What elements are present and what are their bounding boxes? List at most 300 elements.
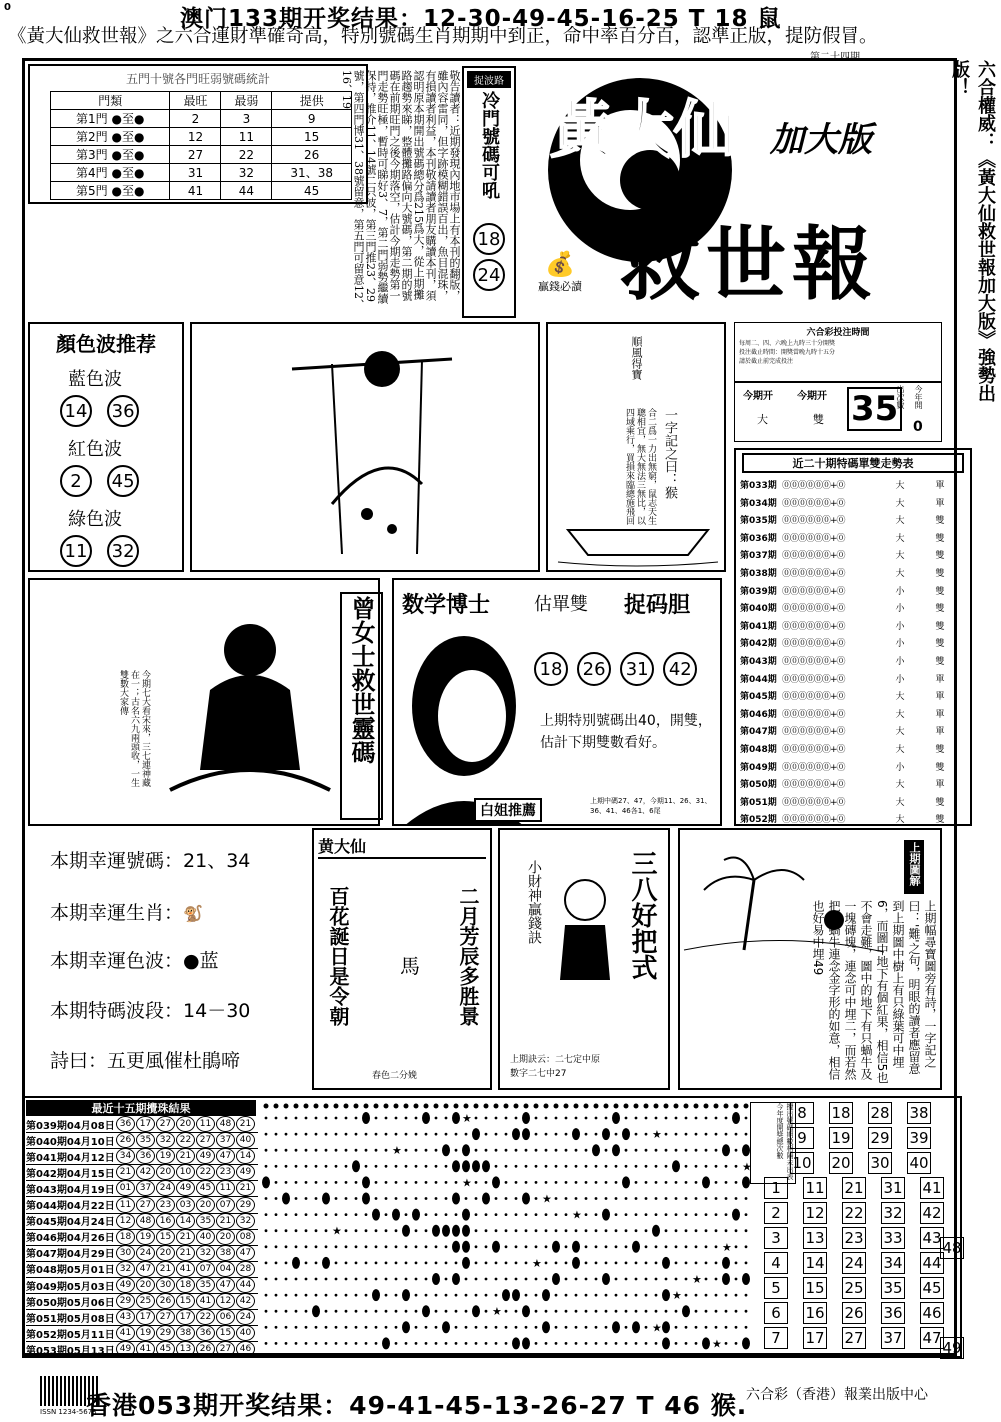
empty-dot: [675, 1326, 678, 1329]
trend-balls-icon: ⓪⓪⓪⓪⓪⓪+⓪: [782, 604, 845, 615]
empty-dot: [645, 1181, 648, 1184]
stats-number: 15: [803, 1277, 827, 1299]
drawn-dot: [522, 1112, 530, 1124]
history-period: 第044期04月22日: [26, 1201, 115, 1212]
empty-dot: [515, 1165, 518, 1168]
empty-dot: [275, 1342, 278, 1345]
empty-dot: [595, 1262, 598, 1265]
history-ball: 22: [176, 1132, 195, 1148]
empty-dot: [575, 1181, 578, 1184]
drawn-dot: [362, 1176, 370, 1188]
empty-dot: [295, 1165, 298, 1168]
empty-dot: [325, 1229, 328, 1232]
history-ball: 21: [176, 1229, 195, 1245]
empty-dot: [295, 1229, 298, 1232]
empty-dot: [595, 1117, 598, 1120]
empty-dot: [285, 1149, 288, 1152]
history-ball: 29: [116, 1293, 135, 1309]
trend-period: 第043期: [740, 657, 777, 667]
empty-dot: [685, 1165, 688, 1168]
empty-dot: [645, 1165, 648, 1168]
empty-dot: [545, 1165, 548, 1168]
empty-dot: [625, 1197, 628, 1200]
empty-dot: [505, 1197, 508, 1200]
header-dot: [564, 1104, 569, 1109]
history-row: [26, 1325, 258, 1342]
empty-dot: [485, 1117, 488, 1120]
empty-dot: [265, 1197, 268, 1200]
empty-dot: [695, 1149, 698, 1152]
stats-number: 23: [842, 1227, 866, 1249]
empty-dot: [565, 1326, 568, 1329]
history-ball: 40: [236, 1132, 255, 1148]
empty-dot: [735, 1181, 738, 1184]
schedule-current-value: 大: [757, 413, 768, 426]
trend-parity: 單: [935, 481, 945, 491]
empty-dot: [605, 1117, 608, 1120]
empty-dot: [315, 1229, 318, 1232]
empty-dot: [585, 1133, 588, 1136]
history-ball: 38: [176, 1325, 195, 1341]
empty-dot: [385, 1133, 388, 1136]
empty-dot: [585, 1149, 588, 1152]
empty-dot: [365, 1310, 368, 1313]
empty-dot: [355, 1117, 358, 1120]
empty-dot: [365, 1149, 368, 1152]
trend-parity: 單: [935, 780, 945, 791]
empty-dot: [525, 1149, 528, 1152]
empty-dot: [705, 1165, 708, 1168]
gate-strong: 27: [170, 146, 221, 164]
empty-dot: [535, 1278, 538, 1281]
schedule-panel: [734, 322, 942, 442]
empty-dot: [725, 1213, 728, 1216]
stats-number: 6: [764, 1302, 788, 1324]
empty-dot: [685, 1342, 688, 1345]
empty-dot: [335, 1262, 338, 1265]
empty-dot: [365, 1213, 368, 1216]
lucky-section: [50, 846, 300, 1086]
drawn-dot: [732, 1209, 740, 1221]
empty-dot: [545, 1229, 548, 1232]
history-ball: 21: [216, 1213, 235, 1229]
macau-result: 澳门133期开奖结果：12-30-49-45-16-25 T 18 鼠: [180, 6, 782, 32]
empty-dot: [395, 1262, 398, 1265]
empty-dot: [435, 1165, 438, 1168]
gate-label: 第3門 ●至●: [51, 146, 170, 164]
history-row: [26, 1148, 258, 1165]
empty-dot: [495, 1229, 498, 1232]
empty-dot: [625, 1165, 628, 1168]
history-row: [26, 1261, 258, 1278]
empty-dot: [655, 1165, 658, 1168]
empty-dot: [275, 1245, 278, 1248]
empty-dot: [725, 1133, 728, 1136]
stats-number: 29: [868, 1127, 892, 1149]
history-ball: 27: [156, 1116, 175, 1132]
empty-dot: [725, 1165, 728, 1168]
trend-period: 第041期: [740, 621, 777, 632]
trend-size: 小: [895, 674, 905, 685]
wave-bet-label: 捉波路: [467, 71, 511, 88]
header-dot: [294, 1104, 299, 1109]
header-dot: [474, 1104, 479, 1109]
year-value: 0: [913, 419, 923, 435]
empty-dot: [345, 1165, 348, 1168]
stats-number: 4: [764, 1252, 788, 1274]
history-panel: [22, 1096, 962, 1358]
drawn-dot: [602, 1209, 610, 1221]
history-ball: 41: [116, 1325, 135, 1341]
drawn-dot: [572, 1128, 580, 1140]
drawn-dot: [552, 1273, 560, 1285]
empty-dot: [475, 1245, 478, 1248]
empty-dot: [645, 1326, 648, 1329]
flower-left: 百花誕日是令朝: [326, 886, 350, 1026]
zodiac-icon: 🐒: [183, 904, 203, 923]
masthead-title-top: 黃大仙: [550, 93, 737, 166]
empty-dot: [535, 1117, 538, 1120]
drawn-dot: [452, 1273, 460, 1285]
empty-dot: [435, 1133, 438, 1136]
empty-dot: [425, 1149, 428, 1152]
empty-dot: [735, 1133, 738, 1136]
empty-dot: [415, 1342, 418, 1345]
stats-number: 44: [920, 1252, 944, 1274]
empty-dot: [645, 1213, 648, 1216]
child-figure-icon: [550, 870, 620, 990]
color-dot-icon: ●: [183, 950, 200, 972]
empty-dot: [705, 1262, 708, 1265]
empty-dot: [465, 1342, 468, 1345]
empty-dot: [735, 1149, 738, 1152]
empty-dot: [675, 1262, 678, 1265]
empty-dot: [465, 1133, 468, 1136]
empty-dot: [555, 1326, 558, 1329]
wave-number: 2: [60, 465, 92, 497]
empty-dot: [675, 1278, 678, 1281]
gate-offer: 31、38: [272, 164, 352, 182]
empty-dot: [715, 1294, 718, 1297]
empty-dot: [425, 1165, 428, 1168]
empty-dot: [695, 1326, 698, 1329]
header-dot: [494, 1104, 499, 1109]
history-ball: 15: [176, 1293, 195, 1309]
empty-dot: [355, 1310, 358, 1313]
history-period: 第048期05月01日: [26, 1265, 115, 1277]
history-ball: 03: [176, 1197, 195, 1213]
history-row: [26, 1164, 258, 1181]
empty-dot: [415, 1197, 418, 1200]
stats-side-text: 攪出號碼期數相隔未出表: [786, 1103, 794, 1180]
empty-dot: [445, 1213, 448, 1216]
trend-size: 大: [895, 516, 905, 527]
graph-tag: 上期圖解: [904, 840, 924, 894]
empty-dot: [285, 1342, 288, 1345]
empty-dot: [515, 1117, 518, 1120]
empty-dot: [615, 1181, 618, 1184]
empty-dot: [425, 1133, 428, 1136]
drawn-dot: [522, 1128, 530, 1140]
wave-number: 14: [60, 395, 92, 427]
empty-dot: [615, 1245, 618, 1248]
trend-row: [740, 722, 968, 739]
drawn-dot: [522, 1337, 530, 1349]
empty-dot: [315, 1197, 318, 1200]
history-ball: 45: [156, 1341, 175, 1357]
empty-dot: [455, 1133, 458, 1136]
stats-number: 9: [790, 1127, 814, 1149]
empty-dot: [345, 1278, 348, 1281]
empty-dot: [295, 1294, 298, 1297]
trend-balls-icon: ⓪⓪⓪⓪⓪⓪+⓪: [782, 639, 845, 650]
trend-period: 第049期: [740, 762, 777, 773]
empty-dot: [465, 1326, 468, 1329]
empty-dot: [405, 1342, 408, 1345]
empty-dot: [745, 1117, 748, 1120]
gate-weak: 32: [221, 164, 272, 182]
trend-row: [740, 546, 968, 563]
trend-period: 第036期: [740, 533, 777, 544]
stats-number: 26: [842, 1302, 866, 1324]
empty-dot: [545, 1278, 548, 1281]
empty-dot: [415, 1245, 418, 1248]
empty-dot: [505, 1133, 508, 1136]
empty-dot: [435, 1181, 438, 1184]
empty-dot: [385, 1229, 388, 1232]
empty-dot: [345, 1229, 348, 1232]
gate-strong: 12: [170, 128, 221, 146]
trend-parity: 雙: [935, 797, 945, 808]
empty-dot: [305, 1133, 308, 1136]
stats-number: 2: [764, 1202, 788, 1224]
empty-dot: [475, 1262, 478, 1265]
trend-parity: 雙: [935, 621, 945, 632]
history-ball: 21: [156, 1261, 175, 1277]
empty-dot: [315, 1262, 318, 1265]
drawn-dot: [702, 1176, 710, 1188]
empty-dot: [505, 1181, 508, 1184]
empty-dot: [355, 1181, 358, 1184]
woman-portrait-icon: [394, 626, 534, 826]
drawn-dot: [382, 1337, 390, 1349]
history-ball: 07: [216, 1197, 235, 1213]
stats-number: 46: [920, 1302, 944, 1324]
history-ball: 13: [176, 1341, 195, 1357]
lucky-range-label: 本期特碼波段：: [50, 1000, 184, 1022]
special-star-icon: ★: [652, 1128, 662, 1142]
drawn-dot: [742, 1144, 750, 1156]
history-ball: 08: [236, 1229, 255, 1245]
empty-dot: [315, 1213, 318, 1216]
empty-dot: [415, 1149, 418, 1152]
empty-dot: [275, 1197, 278, 1200]
header-dot: [424, 1104, 429, 1109]
history-ball: 47: [216, 1277, 235, 1293]
lucky-color-value: 蓝: [199, 950, 219, 972]
trend-balls-icon: ⓪⓪⓪⓪⓪⓪+⓪: [782, 533, 845, 544]
history-ball: 49: [116, 1341, 135, 1357]
boat-icon: [548, 510, 724, 570]
empty-dot: [455, 1326, 458, 1329]
issue-tag: 第二十四期: [810, 52, 860, 63]
drawn-dot: [502, 1289, 510, 1301]
empty-dot: [415, 1310, 418, 1313]
wealth-arc: 小財神贏錢訣: [526, 860, 542, 944]
stats-row: [790, 1152, 946, 1174]
empty-dot: [605, 1149, 608, 1152]
history-ball: 23: [156, 1197, 175, 1213]
history-row: [26, 1132, 258, 1149]
empty-dot: [685, 1181, 688, 1184]
empty-dot: [645, 1197, 648, 1200]
empty-dot: [685, 1278, 688, 1281]
drawn-dot: [372, 1289, 380, 1301]
empty-dot: [305, 1149, 308, 1152]
gate-strong: 31: [170, 164, 221, 182]
history-ball: 11: [116, 1197, 135, 1213]
history-ball: 45: [196, 1180, 215, 1196]
drawn-dot: [322, 1257, 330, 1269]
lucky-zodiac-label: 本期幸運生肖：: [50, 902, 184, 924]
history-row: [26, 1213, 258, 1230]
drawn-dot: [512, 1289, 520, 1301]
empty-dot: [425, 1213, 428, 1216]
empty-dot: [305, 1326, 308, 1329]
history-ball: 29: [156, 1325, 175, 1341]
empty-dot: [585, 1197, 588, 1200]
history-ball: 41: [176, 1261, 195, 1277]
trend-row: [740, 634, 968, 651]
history-ball: 47: [236, 1245, 255, 1261]
empty-dot: [715, 1326, 718, 1329]
history-ball: 27: [136, 1197, 155, 1213]
empty-dot: [445, 1278, 448, 1281]
wealth-footer-1: 上期訣云：二七定中原: [510, 1055, 601, 1065]
empty-dot: [605, 1326, 608, 1329]
history-period: 第047期04月29日: [26, 1249, 115, 1261]
empty-dot: [505, 1262, 508, 1265]
empty-dot: [725, 1181, 728, 1184]
trend-row: [740, 740, 968, 757]
empty-dot: [665, 1278, 668, 1281]
color-wave-panel: [28, 322, 184, 572]
empty-dot: [585, 1310, 588, 1313]
empty-dot: [465, 1197, 468, 1200]
history-ball: 48: [216, 1116, 235, 1132]
trend-period: 第039期: [740, 586, 777, 597]
trend-balls-icon: ⓪⓪⓪⓪⓪⓪+⓪: [782, 727, 845, 738]
empty-dot: [425, 1197, 428, 1200]
empty-dot: [675, 1181, 678, 1184]
history-ball: 19: [156, 1148, 175, 1164]
empty-dot: [485, 1262, 488, 1265]
header-dot: [274, 1104, 279, 1109]
trend-parity: 雙: [935, 516, 945, 527]
empty-dot: [625, 1213, 628, 1216]
empty-dot: [685, 1326, 688, 1329]
drawn-dot: [522, 1305, 530, 1317]
empty-dot: [475, 1117, 478, 1120]
history-ball: 32: [196, 1245, 215, 1261]
empty-dot: [735, 1197, 738, 1200]
empty-dot: [645, 1229, 648, 1232]
empty-dot: [725, 1197, 728, 1200]
history-ball: 27: [196, 1132, 215, 1148]
empty-dot: [645, 1262, 648, 1265]
drawn-dot: [492, 1176, 500, 1188]
doctor-number: 31: [620, 652, 654, 686]
empty-dot: [485, 1229, 488, 1232]
history-ball: 48: [136, 1213, 155, 1229]
drawn-dot: [462, 1241, 470, 1253]
empty-dot: [365, 1326, 368, 1329]
empty-dot: [735, 1342, 738, 1345]
gate-offer: 9: [272, 110, 352, 128]
stats-number: 11: [803, 1177, 827, 1199]
empty-dot: [475, 1342, 478, 1345]
header-dot: [544, 1104, 549, 1109]
lucky-poem-value: 五更風催杜鵑啼: [107, 1050, 241, 1072]
empty-dot: [345, 1245, 348, 1248]
header-dot: [724, 1104, 729, 1109]
empty-dot: [495, 1294, 498, 1297]
trend-parity: 雙: [935, 551, 945, 562]
trend-parity: 雙: [935, 569, 945, 579]
empty-dot: [535, 1326, 538, 1329]
lucky-poem-label: 詩曰：: [50, 1050, 108, 1072]
empty-dot: [285, 1181, 288, 1184]
empty-dot: [345, 1117, 348, 1120]
wealth-panel: [498, 828, 670, 1090]
empty-dot: [325, 1294, 328, 1297]
history-ball: 20: [136, 1277, 155, 1293]
drawn-dot: [622, 1176, 630, 1188]
empty-dot: [265, 1229, 268, 1232]
doctor-number: 26: [577, 652, 611, 686]
empty-dot: [635, 1149, 638, 1152]
empty-dot: [535, 1165, 538, 1168]
header-dot: [734, 1104, 739, 1109]
header-dot: [514, 1104, 519, 1109]
history-ball: 20: [216, 1229, 235, 1245]
stats-row: [790, 1102, 946, 1124]
empty-dot: [375, 1262, 378, 1265]
empty-dot: [605, 1310, 608, 1313]
history-ball: 37: [136, 1180, 155, 1196]
empty-dot: [525, 1213, 528, 1216]
empty-dot: [415, 1181, 418, 1184]
empty-dot: [745, 1197, 748, 1200]
history-ball: 49: [176, 1180, 195, 1196]
empty-dot: [505, 1117, 508, 1120]
empty-dot: [625, 1342, 628, 1345]
empty-dot: [325, 1181, 328, 1184]
drawn-dot: [722, 1144, 730, 1156]
empty-dot: [385, 1326, 388, 1329]
flower-header: 黄大仙: [318, 834, 486, 859]
drawn-dot: [512, 1337, 520, 1349]
empty-dot: [325, 1149, 328, 1152]
empty-dot: [615, 1165, 618, 1168]
trend-row: [740, 529, 968, 546]
trend-row: [740, 617, 968, 634]
history-row: [26, 1229, 258, 1246]
empty-dot: [475, 1326, 478, 1329]
empty-dot: [675, 1310, 678, 1313]
drawn-dot: [552, 1241, 560, 1253]
empty-dot: [635, 1133, 638, 1136]
